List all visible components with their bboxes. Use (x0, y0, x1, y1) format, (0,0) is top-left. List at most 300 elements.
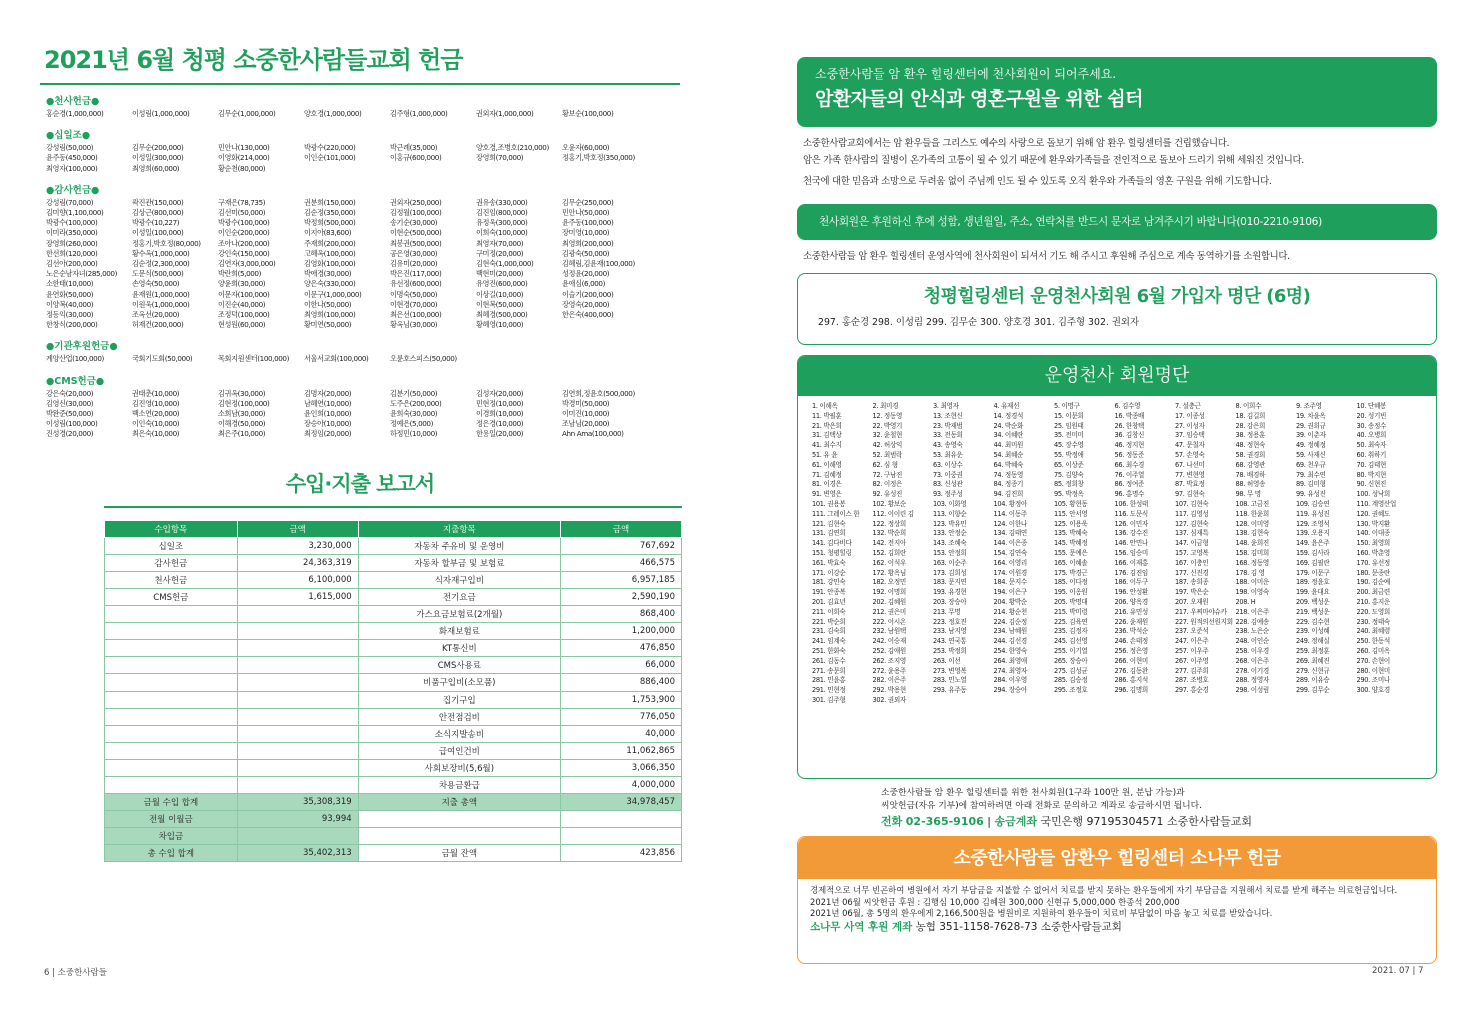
table-cell: 24,363,319 (237, 554, 358, 571)
donor-entry: 박은진(117,000) (390, 269, 442, 279)
member-entry: 72. 구남진 (872, 470, 903, 479)
intro-line-2: 암은 가족 한사람의 질병이 온가족의 고통이 될 수 있기 때문에 환우와가족들을 전인적으로 돌보아 드리기 위해 세워진 것입니다. (803, 155, 1304, 166)
donor-entry: 황미연(50,000) (304, 320, 352, 330)
member-entry: 138. 김현숙 (1235, 529, 1269, 538)
member-entry: 23. 박재범 (933, 421, 963, 430)
member-entry: 121. 김현숙 (812, 519, 846, 528)
member-entry: 35. 전미미 (1054, 431, 1084, 440)
member-entry: 169. 김필란 (1296, 558, 1330, 567)
member-entry: 221. 박순희 (812, 617, 846, 626)
table-cell: 금월 수입 합계 (105, 794, 238, 811)
member-entry: 170. 유선정 (1356, 558, 1390, 567)
member-entry: 101. 권용봉 (812, 499, 846, 508)
member-entry: 203. 장승아 (933, 597, 967, 606)
donor-entry: 강성림(70,000) (46, 197, 94, 207)
member-entry: 36. 김창신 (1114, 431, 1145, 440)
member-entry: 268. 이은주 (1235, 656, 1269, 665)
donor-entry: 최은숙(10,000) (132, 429, 180, 439)
donor-entry: 오윤자(60,000) (562, 143, 610, 153)
table-cell (237, 657, 358, 674)
member-entry: 130. 박지환 (1356, 519, 1390, 528)
member-entry: 171. 이강순 (812, 568, 846, 577)
member-entry: 265. 장승아 (1054, 656, 1088, 665)
member-entry: 74. 정동영 (993, 470, 1024, 479)
member-entry: 67. 나선미 (1175, 460, 1205, 469)
member-entry: 186. 이두구 (1114, 578, 1148, 587)
member-entry: 184. 문지수 (993, 578, 1027, 587)
intro-text (803, 135, 1431, 190)
table-cell: 1,753,900 (561, 691, 682, 708)
member-entry: 102. 황보순 (872, 499, 906, 508)
member-entry: 271. 송문희 (812, 666, 846, 675)
column-header: 금액 (237, 520, 358, 537)
table-cell: 십일조 (105, 537, 238, 554)
donor-entry: 김유미(20,000) (390, 259, 438, 269)
new-members-box (797, 273, 1437, 345)
member-entry: 149. 윤은주 (1296, 539, 1330, 548)
member-entry: 83. 신성관 (933, 480, 963, 489)
donor-entry: 백현미(20,000) (476, 269, 524, 279)
donor-entry: 한은숙(400,000) (562, 310, 614, 320)
member-entry: 61. 이해영 (812, 460, 842, 469)
member-entry: 241. 임계숙 (812, 637, 846, 646)
table-cell: 6,957,185 (561, 571, 682, 588)
donor-entry: 정홍기,박호정(350,000) (562, 153, 635, 163)
member-entry: 167. 이충인 (1175, 558, 1209, 567)
member-entry: 154. 김연숙 (993, 548, 1027, 557)
donor-entry: 백소연(20,000) (132, 409, 180, 419)
member-entry: 59. 사재신 (1296, 450, 1326, 459)
member-entry: 96. 홍명수 (1114, 490, 1145, 499)
member-entry: 159. 김사라 (1296, 548, 1330, 557)
donor-entry: 권외자(1,000,000) (476, 109, 534, 118)
table-row (105, 640, 682, 657)
account-label: 송금계좌 (994, 815, 1037, 828)
table-cell: 35,402,313 (237, 845, 358, 862)
donor-entry: 최봉권(500,000) (390, 238, 442, 248)
member-entry: 16. 박종배 (1114, 411, 1145, 420)
member-entry: 108. 고금진 (1235, 499, 1269, 508)
member-entry: 114. 이동주 (993, 509, 1027, 518)
donor-entry: 윤주동(100,000) (562, 218, 614, 228)
donor-entry: 김혜림,김윤재(100,000) (562, 259, 635, 269)
member-entry: 273. 변영복 (933, 666, 967, 675)
donor-entry: 이성일(300,000) (132, 153, 184, 163)
member-entry: 251. 한화숙 (812, 646, 846, 655)
column-header: 금액 (561, 520, 682, 537)
donor-entry: 이인숙(10,000) (132, 419, 180, 429)
donor-entry: 이문자(100,000) (218, 289, 270, 299)
member-entry: 185. 이다정 (1054, 578, 1088, 587)
donor-entry: 이양복(40,000) (46, 299, 94, 309)
table-row (105, 794, 682, 811)
donor-entry: 유영진(600,000) (476, 279, 528, 289)
table-cell (237, 606, 358, 623)
member-entry: 28. 강은희 (1235, 421, 1266, 430)
member-entry: 176. 김진임 (1114, 568, 1148, 577)
table-row (105, 742, 682, 759)
group-title: ●십일조● (46, 130, 91, 142)
member-entry: 291. 민현정 (812, 686, 846, 695)
donor-entry: 김정월(100,000) (390, 208, 442, 218)
member-entry: 187. 송희종 (1175, 578, 1209, 587)
donor-entry: 권외자(250,000) (390, 197, 442, 207)
table-cell: 화재보험료 (358, 623, 560, 640)
member-entry: 100. 성낙희 (1356, 490, 1390, 499)
member-entry: 107. 김현숙 (1175, 499, 1209, 508)
member-entry: 190. 김순예 (1356, 578, 1390, 587)
member-entry: 60. 취하기 (1356, 450, 1387, 459)
donor-entry: 이현복(50,000) (476, 299, 524, 309)
member-entry: 13. 조현신 (933, 411, 963, 420)
member-entry: 244. 김선경 (993, 637, 1027, 646)
member-entry: 75. 김양숙 (1054, 470, 1084, 479)
member-entry: 235. 김정자 (1054, 627, 1088, 636)
donor-entry: 최정임(20,000) (304, 429, 352, 439)
donor-entry: 목회지원센터(100,000) (218, 354, 289, 364)
donor-entry: 황혜영(10,000) (476, 320, 524, 330)
phone-label: 전화 (881, 815, 903, 828)
member-entry: 115. 안서영 (1054, 509, 1088, 518)
member-entry: 25. 임원태 (1054, 421, 1084, 430)
donor-entry: 서울서교회(100,000) (304, 354, 369, 364)
intro-line-3: 천국에 대한 믿음과 소망으로 두려움 없이 주님께 인도 될 수 있도록 오직 환우와 가족들의 영혼 구원을 위해 기도합니다. (803, 176, 1272, 187)
member-entry: 239. 이성혜 (1296, 627, 1330, 636)
member-entry: 294. 장승아 (993, 686, 1027, 695)
member-entry: 205. 박명대 (1054, 597, 1088, 606)
table-cell: 소식지발송비 (358, 725, 560, 742)
donor-entry: 윤인희(10,000) (304, 409, 352, 419)
table-row (105, 554, 682, 571)
member-entry: 163. 이순주 (933, 558, 967, 567)
member-entry: 54. 최혜순 (993, 450, 1024, 459)
member-entry: 18. 김길희 (1235, 411, 1266, 420)
member-entry: 21. 박은희 (812, 421, 842, 430)
member-entry: 123. 박유민 (933, 519, 967, 528)
sonamu-line-2: 2021년 06월 씨앗헌금 후원 : 김행심 10,000 김혜원 300,000 신현규 5,000,000 한종석 200,000 (810, 896, 1180, 907)
donor-entry: 장미영(10,000) (562, 228, 610, 238)
member-entry: 148. 윤희진 (1235, 539, 1269, 548)
table-header (105, 520, 682, 537)
table-cell (105, 623, 238, 640)
table-cell: 423,856 (561, 845, 682, 862)
table-cell (237, 725, 358, 742)
member-entry: 289. 이유승 (1296, 676, 1330, 685)
donor-entry: 양호경(1,000,000) (304, 109, 362, 118)
member-entry: 217. 우찌마야슈카 (1175, 607, 1227, 616)
table-row (105, 657, 682, 674)
member-entry: 179. 이문구 (1296, 568, 1330, 577)
table-cell (237, 742, 358, 759)
member-entry: 233. 남지영 (933, 627, 967, 636)
member-entry: 39. 이춘자 (1296, 431, 1326, 440)
table-cell: 자동차 할부금 및 보험료 (358, 554, 560, 571)
member-entry: 38. 정용훈 (1235, 431, 1266, 440)
member-entry: 174. 이원경 (993, 568, 1027, 577)
member-entry: 126. 이민자 (1114, 519, 1148, 528)
member-entry: 209. 백성운 (1296, 597, 1330, 606)
donor-entry: 김진임(800,000) (476, 208, 528, 218)
offering-group (40, 338, 680, 364)
table-cell: 476,850 (561, 640, 682, 657)
member-entry: 172. 황옥님 (872, 568, 906, 577)
member-entry: 140. 이대종 (1356, 529, 1390, 538)
member-entry: 106. 한성태 (1114, 499, 1148, 508)
donor-entry: 이슬기(200,000) (562, 289, 614, 299)
table-cell: 지출 총액 (358, 794, 560, 811)
donor-entry: 김선미(50,000) (218, 208, 266, 218)
member-entry: 71. 김혜정 (812, 470, 842, 479)
member-entry: 285. 김승정 (1054, 676, 1088, 685)
donor-entry: 김분기(50,000) (390, 388, 438, 398)
member-entry: 282. 이은주 (872, 676, 906, 685)
member-entry: 92. 유성진 (872, 490, 903, 499)
table-row (105, 606, 682, 623)
table-cell (105, 606, 238, 623)
intro-line-1: 소중한사람교회에서는 암 환우들을 그리스도 예수의 사랑으로 돌보기 위해 암 환우 힐링센터를 건립했습니다. (803, 138, 1230, 149)
member-entry: 19. 차윤옥 (1296, 411, 1326, 420)
member-entry: 88. 허영송 (1235, 480, 1266, 489)
member-entry: 206. 양옥경 (1114, 597, 1148, 606)
member-entry: 155. 문예은 (1054, 548, 1088, 557)
member-entry: 277. 김주희 (1175, 666, 1209, 675)
member-entry: 127. 김현숙 (1175, 519, 1209, 528)
member-entry: 211. 이희숙 (812, 607, 846, 616)
donor-entry: 이미진(10,000) (562, 409, 610, 419)
donor-entry: 최영자(100,000) (46, 163, 98, 173)
donor-entry: 김무순(200,000) (132, 143, 184, 153)
donor-entry: 최영자(70,000) (476, 238, 524, 248)
member-entry: 255. 이기열 (1054, 646, 1088, 655)
table-cell: 비품구입비(소모품) (358, 674, 560, 691)
donor-entry: 윤애심(6,000) (562, 279, 606, 289)
donor-entry: 김성자(20,000) (476, 388, 524, 398)
table-cell (358, 811, 560, 828)
donor-entry: 조옥선(20,000) (132, 310, 180, 320)
table-cell: 전월 이월금 (105, 811, 238, 828)
member-entry: 224. 김순정 (993, 617, 1027, 626)
member-entry: 229. 김수현 (1296, 617, 1330, 626)
member-entry: 111. 그레이스 한 (812, 509, 860, 518)
table-cell: 1,615,000 (237, 588, 358, 605)
info-text (881, 787, 1437, 828)
donor-entry: 최영희(200,000) (562, 238, 614, 248)
member-entry: 63. 이상수 (933, 460, 963, 469)
member-entry: 269. 최혜진 (1296, 656, 1330, 665)
member-entry: 253. 박정희 (933, 646, 967, 655)
donor-entry: 오륜호스피스(50,000) (390, 354, 457, 364)
member-entry: 104. 황정아 (993, 499, 1027, 508)
sonamu-account-line (810, 922, 1424, 934)
table-cell: 40,000 (561, 725, 682, 742)
donor-entry: 조아나(200,000) (218, 238, 270, 248)
donor-entry: 박광수(10,227) (132, 218, 180, 228)
member-entry: 245. 김선영 (1054, 637, 1088, 646)
table-cell (105, 708, 238, 725)
table-cell: 1,200,000 (561, 623, 682, 640)
table-row (105, 691, 682, 708)
member-entry: 261. 김동수 (812, 656, 846, 665)
left-page (40, 40, 680, 862)
member-entry: 4. 유재선 (993, 402, 1020, 410)
donor-entry: 장영희(70,000) (476, 153, 524, 163)
table-cell: 사회보장비(5,6월) (358, 759, 560, 776)
member-entry: 195. 이옹원 (1054, 588, 1088, 597)
table-cell: CMS헌금 (105, 588, 238, 605)
table-cell: 차입금 (105, 828, 238, 845)
sonamu-title: 소중한사람들 암환우 힐링센터 소나무 헌금 (798, 837, 1436, 879)
member-entry: 119. 유성진 (1296, 509, 1330, 518)
member-entry: 236. 박석순 (1114, 627, 1148, 636)
table-cell (105, 759, 238, 776)
table-cell: 급여인건비 (358, 742, 560, 759)
donor-entry: 고혜옥(100,000) (304, 248, 356, 258)
member-entry: 192. 이명희 (872, 588, 906, 597)
member-entry: 129. 조영석 (1296, 519, 1330, 528)
member-entry: 110. 계영산업 (1356, 499, 1397, 508)
new-members-title: 청평힐링센터 운영천사회원 6월 가입자 명단 (6명) (923, 286, 1311, 307)
member-entry: 41. 최수지 (812, 441, 842, 450)
table-cell: 안전점검비 (358, 708, 560, 725)
member-entry: 182. 오정민 (872, 578, 906, 587)
members-grid (798, 402, 1436, 706)
report-divider (104, 506, 682, 508)
member-entry: 151. 청평힐링 (812, 548, 852, 557)
donor-entry: 한선희(120,000) (46, 248, 98, 258)
donor-entry: 민현정(10,000) (476, 398, 524, 408)
table-cell: 전기요금 (358, 588, 560, 605)
table-cell: 868,400 (561, 606, 682, 623)
member-entry: 45. 장수영 (1054, 441, 1084, 450)
member-entry: 90. 신현진 (1356, 480, 1387, 489)
donor-entry: 이진순(40,000) (218, 299, 266, 309)
member-entry: 144. 이은종 (993, 539, 1027, 548)
offering-title: 2021년 6월 청평 소중한사람들교회 헌금 (44, 46, 463, 74)
donor-entry: 정예은(5,000) (390, 419, 434, 429)
member-entry: 15. 이문희 (1054, 411, 1084, 420)
member-entry: 65. 이상준 (1054, 460, 1084, 469)
donor-entry: 이희숙(100,000) (476, 228, 528, 238)
donor-entry: 장영숙(20,000) (562, 299, 610, 309)
member-entry: 225. 김육연 (1054, 617, 1088, 626)
member-entry: 262. 조지영 (872, 656, 906, 665)
member-entry: 267. 이주영 (1175, 656, 1209, 665)
donor-entry: 소한태(10,000) (46, 279, 94, 289)
donor-entry: 최은선(100,000) (390, 310, 442, 320)
member-entry: 222. 이시온 (872, 617, 906, 626)
table-cell: 자동차 주유비 및 운영비 (358, 537, 560, 554)
member-entry: 234. 남혜원 (993, 627, 1027, 636)
member-entry: 191. 안종복 (812, 588, 846, 597)
donor-entry: 이성일(100,000) (132, 228, 184, 238)
table-row (105, 845, 682, 862)
donor-entry: 박애경(30,000) (304, 269, 352, 279)
member-entry: 78. 배경하 (1235, 470, 1266, 479)
member-entry: 242. 이승재 (872, 637, 906, 646)
table-cell (561, 811, 682, 828)
member-entry: 287. 조병호 (1175, 676, 1209, 685)
sonamu-line-1: 경제적으로 너무 빈곤하여 병원에서 자기 부담금을 지불할 수 없어서 치료를 받지 못하는 환우들에게 자기 부담금을 지원해서 치료를 받게 해주는 의료헌금입니다. (810, 885, 1398, 895)
donor-entry: 김순정(2,300,000) (132, 259, 190, 269)
member-entry: 263. 이선 (933, 656, 961, 665)
donor-entry: 정동익(30,000) (46, 310, 94, 320)
donor-entry: 이해경(50,000) (218, 419, 266, 429)
member-entry: 32. 윤철현 (872, 431, 903, 440)
member-entry: 214. 황순천 (993, 607, 1027, 616)
member-entry: 80. 박지현 (1356, 470, 1387, 479)
member-entry: 227. 원적의선원지회 (1175, 617, 1233, 626)
donor-entry: 김연희,정윤호(500,000) (562, 388, 635, 398)
member-entry: 147. 이금형 (1175, 539, 1209, 548)
member-entry: 207. 오재원 (1175, 597, 1209, 606)
member-entry: 215. 박미령 (1054, 607, 1088, 616)
member-entry: 97. 김현숙 (1175, 490, 1205, 499)
donor-entry: 주재희(200,000) (304, 238, 356, 248)
member-entry: 299. 김무순 (1296, 686, 1330, 695)
member-entry: 17. 이종성 (1175, 411, 1205, 420)
member-entry: 166. 이재홍 (1114, 558, 1148, 567)
donor-entry: 이영화(214,000) (218, 153, 270, 163)
donor-entry: 황보순(100,000) (562, 109, 614, 118)
member-entry: 157. 고영복 (1175, 548, 1209, 557)
member-entry: 246. 손태정 (1114, 637, 1148, 646)
donor-entry: 성정윤(20,000) (562, 269, 610, 279)
sonamu-line-3: 2021년 06월, 총 5명의 환우에게 2,166,500원을 병원비로 지원하여 환우들이 치료비 부담없이 마음 놓고 치료를 받았습니다. (810, 908, 1273, 918)
donor-entry: 김주형(1,000,000) (390, 109, 448, 118)
member-entry: 276. 김동완 (1114, 666, 1148, 675)
table-cell: 776,050 (561, 708, 682, 725)
member-entry: 33. 전동희 (933, 431, 963, 440)
member-entry: 42. 허상익 (872, 441, 903, 450)
member-entry: 266. 이현미 (1114, 656, 1148, 665)
donor-entry: 조남님(20,000) (562, 419, 610, 429)
member-entry: 158. 김미희 (1235, 548, 1269, 557)
donor-entry: 이성림(1,000,000) (132, 109, 190, 118)
member-entry: 247. 이은주 (1175, 637, 1209, 646)
donor-entry: 송기순(30,000) (390, 218, 438, 228)
member-entry: 43. 송영숙 (933, 441, 963, 450)
member-entry: 220. 도영희 (1356, 607, 1390, 616)
member-entry: 12. 정동영 (872, 411, 903, 420)
member-entry: 62. 심 형 (872, 460, 898, 469)
table-cell: 천사헌금 (105, 571, 238, 588)
member-entry: 152. 김희란 (872, 548, 906, 557)
member-entry: 200. 최금련 (1356, 588, 1390, 597)
member-entry: 91. 변영은 (812, 490, 842, 499)
member-entry: 162. 이석우 (872, 558, 906, 567)
member-entry: 259. 최정훈 (1296, 646, 1330, 655)
donor-entry: 김명자(20,000) (304, 388, 352, 398)
member-entry: 164. 이영리 (993, 558, 1027, 567)
member-entry: 87. 박효정 (1175, 480, 1205, 489)
donor-entry: 양호경,조병호(210,000) (476, 143, 549, 153)
member-entry: 93. 정주성 (933, 490, 963, 499)
table-cell (105, 742, 238, 759)
member-entry: 11. 박필훈 (812, 411, 842, 420)
member-entry: 128. 이미영 (1235, 519, 1269, 528)
member-entry: 181. 강민숙 (812, 578, 846, 587)
donor-entry: 김무순(1,000,000) (218, 109, 276, 118)
column-header: 지출항목 (358, 520, 560, 537)
member-entry: 196. 안성환 (1114, 588, 1148, 597)
donor-entry: 국회기도회(50,000) (132, 354, 193, 364)
contact-line: 전화 02-365-9106 | 송금계좌 국민은행 97195304571 소중한사람들교회 (881, 815, 1252, 828)
donor-entry: 장영희(260,000) (46, 238, 98, 248)
donor-entry: 노은순남자녀(285,000) (46, 269, 117, 279)
right-page (797, 57, 1437, 964)
member-entry: 219. 백성운 (1296, 607, 1330, 616)
member-entry: 55. 박정애 (1054, 450, 1084, 459)
